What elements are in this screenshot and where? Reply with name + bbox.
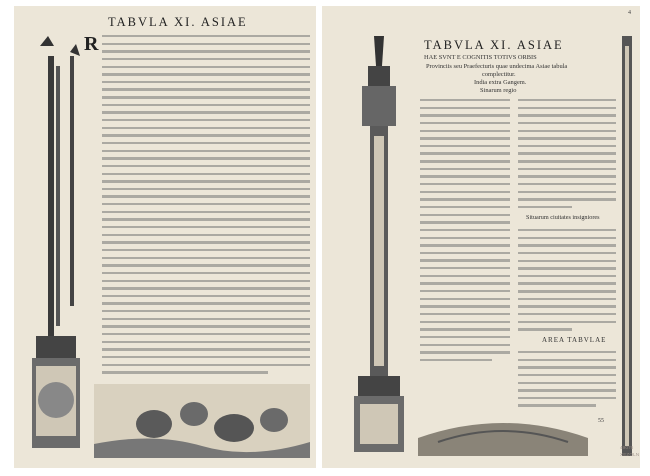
left-sheet: [14, 6, 316, 468]
collector-stamp-line-2: XEZOLN: [620, 453, 640, 458]
right-page-title: TABVLA XI. ASIAE: [424, 38, 564, 52]
right-page-corner-number: 4: [628, 10, 631, 16]
right-page-side-heading: Situarum ciuitates insigniores: [526, 214, 600, 221]
left-pillar-ornament: [26, 36, 82, 456]
right-page-left-column-text: [420, 96, 510, 363]
right-page-area-text: [518, 348, 616, 409]
right-page-right-column-text: [518, 96, 616, 211]
right-page-subtitle-5: Sinarum regio: [480, 87, 517, 94]
right-page-subtitle-3: complectitur.: [482, 71, 516, 78]
right-pillar-ornament: [344, 36, 414, 456]
left-page-title: TABVLA XI. ASIAE: [108, 15, 248, 29]
right-page-subtitle-2: Provinciis seu Praefecturis quae undecima Asiae tabula: [426, 63, 568, 70]
right-border-ornament: [618, 36, 636, 456]
right-page-area-heading: AREA TABVLAE: [542, 336, 607, 344]
right-page-side-text: [518, 226, 616, 333]
right-sheet: [322, 6, 640, 468]
left-page-dropcap: R: [84, 33, 99, 55]
collector-stamp-line-1: 49076: [620, 446, 634, 451]
right-page-subtitle-4: India extra Gangem.: [474, 79, 527, 86]
left-page-body-text: [102, 32, 310, 376]
right-page-number: 55: [598, 418, 604, 424]
right-bottom-ornament: [418, 408, 588, 456]
left-bottom-scene-ornament: [94, 384, 310, 458]
right-page-subtitle-1: HAE SVNT E COGNITIS TOTIVS ORBIS: [424, 54, 537, 61]
